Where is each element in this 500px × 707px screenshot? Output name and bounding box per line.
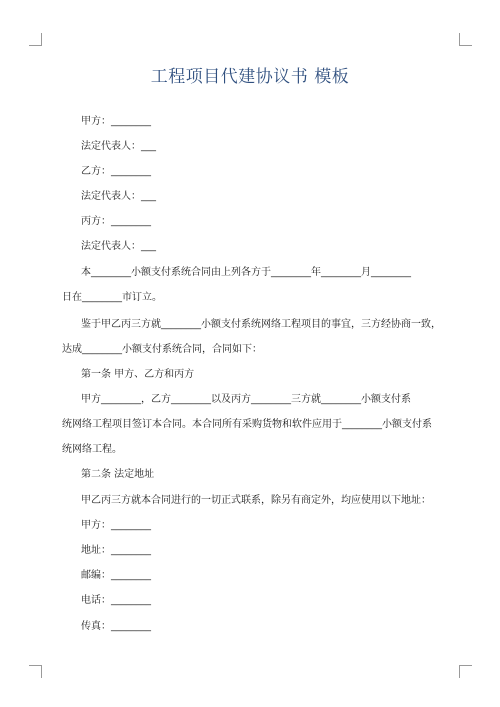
recital-paragraph-line-2: 达成________小额支付系统合同，合同如下： xyxy=(62,344,262,355)
crop-mark-top-left xyxy=(29,33,42,46)
fax-line: 传真：________ xyxy=(81,621,151,632)
address-line: 地址：________ xyxy=(81,545,151,556)
party-c-line: 丙方：________ xyxy=(81,216,151,227)
party-b-line: 乙方：________ xyxy=(81,166,151,177)
document-title: 工程项目代建协议书 模板 xyxy=(150,67,350,87)
recital-paragraph-line-1: 鉴于甲乙丙三方就________小额支付系统网络工程项目的事宜，三方经协商一致， xyxy=(81,319,441,330)
party-c-representative-line: 法定代表人：___ xyxy=(81,241,156,252)
address-party-line: 甲方：________ xyxy=(81,520,151,531)
intro-paragraph-line-1: 本________小额支付系统合同由上列各方于________年________月________ xyxy=(81,267,411,278)
crop-mark-bottom-right xyxy=(459,665,472,678)
party-b-representative-line: 法定代表人：___ xyxy=(81,191,156,202)
article-1-line-1: 甲方________，乙方________以及丙方________三方就________小额支付系 xyxy=(81,394,411,405)
article-2-intro: 甲乙丙三方就本合同进行的一切正式联系，除另有商定外，均应使用以下地址： xyxy=(81,495,431,506)
article-1-line-2: 统网络工程项目签订本合同。本合同所有采购货物和软件应用于________小额支付系 xyxy=(62,419,432,430)
crop-mark-bottom-left xyxy=(29,665,42,678)
party-a-representative-line: 法定代表人：___ xyxy=(81,141,156,152)
article-1-heading: 第一条 甲方、乙方和丙方 xyxy=(81,369,195,380)
party-a-line: 甲方：________ xyxy=(81,116,151,127)
crop-mark-top-right xyxy=(459,33,472,46)
intro-paragraph-line-2: 日在________市订立。 xyxy=(62,292,162,303)
phone-line: 电话：________ xyxy=(81,595,151,606)
article-2-heading: 第二条 法定地址 xyxy=(81,469,155,480)
postcode-line: 邮编：________ xyxy=(81,570,151,581)
article-1-line-3: 统网络工程。 xyxy=(62,444,122,455)
